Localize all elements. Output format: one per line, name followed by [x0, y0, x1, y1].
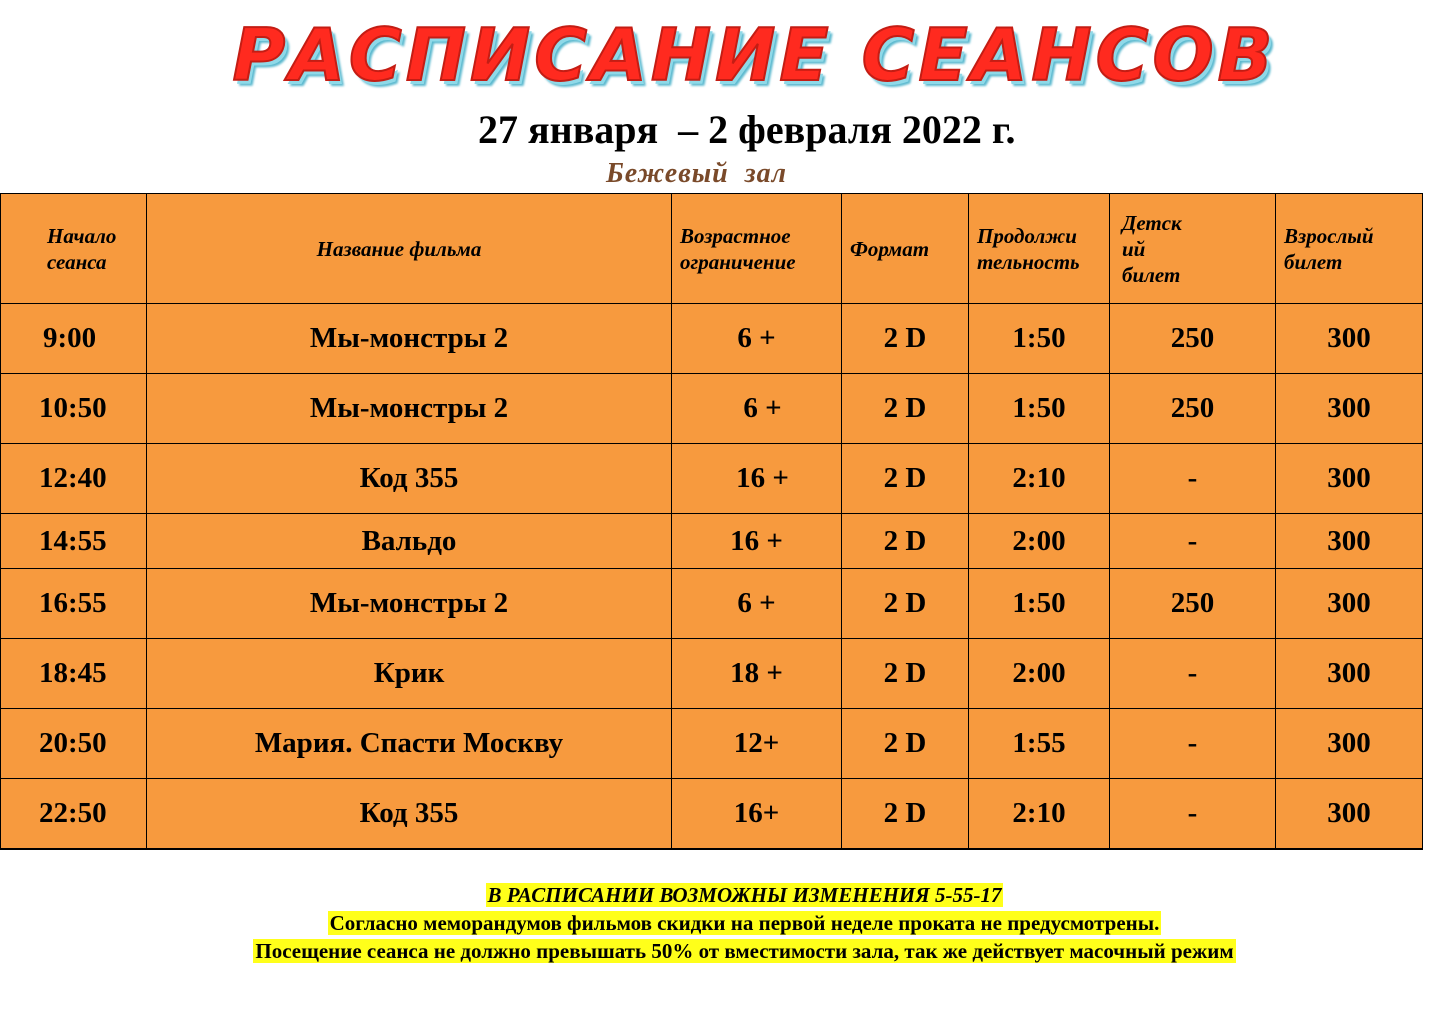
- cell-child-price: -: [1110, 779, 1276, 849]
- page-title: РАСПИСАНИЕ СЕАНСОВ: [232, 13, 1277, 97]
- cell-time: 12:40: [1, 444, 147, 514]
- notice-capacity: Посещение сеанса не должно превышать 50% от вместимости зала, так же действует масочный режим: [255, 939, 1234, 963]
- table-header-row: [1, 194, 1423, 304]
- cell-time: 10:50: [1, 374, 147, 444]
- table-row: [1, 639, 1423, 709]
- cell-film: Мария. Спасти Москву: [147, 709, 672, 779]
- cell-time: 18:45: [1, 639, 147, 709]
- cell-duration: 2:00: [969, 514, 1110, 569]
- notes-block: [0, 881, 1449, 965]
- cell-child-price: 250: [1110, 569, 1276, 639]
- header-format: Формат: [842, 194, 969, 304]
- cell-film: Вальдо: [147, 514, 672, 569]
- cell-format: 2 D: [842, 514, 969, 569]
- cell-adult-price: 300: [1276, 639, 1423, 709]
- cell-adult-price: 300: [1276, 444, 1423, 514]
- table-row: [1, 444, 1423, 514]
- cell-format: 2 D: [842, 374, 969, 444]
- cell-age: 16+: [672, 779, 842, 849]
- cell-age: 16 +: [672, 514, 842, 569]
- cell-child-price: -: [1110, 639, 1276, 709]
- cell-duration: 1:50: [969, 569, 1110, 639]
- cell-time: 20:50: [1, 709, 147, 779]
- table-row: [1, 304, 1423, 374]
- cell-format: 2 D: [842, 639, 969, 709]
- header-age-rating: Возрастное ограничение: [672, 194, 842, 304]
- cell-film: Мы-монстры 2: [147, 374, 672, 444]
- cell-age: 6 +: [672, 569, 842, 639]
- header-child-ticket: Детск ий билет: [1110, 194, 1276, 304]
- cell-duration: 1:50: [969, 304, 1110, 374]
- cell-time: 9:00: [1, 304, 147, 374]
- cell-adult-price: 300: [1276, 569, 1423, 639]
- cell-age: 6 +: [672, 304, 842, 374]
- hall-name: Бежевый зал: [606, 158, 788, 189]
- cell-duration: 1:50: [969, 374, 1110, 444]
- notice-schedule-changes: В РАСПИСАНИИ ВОЗМОЖНЫ ИЗМЕНЕНИЯ 5-55-17: [487, 883, 1002, 907]
- table-row: [1, 374, 1423, 444]
- cell-adult-price: 300: [1276, 709, 1423, 779]
- cell-film: Код 355: [147, 444, 672, 514]
- cell-child-price: 250: [1110, 374, 1276, 444]
- cell-duration: 2:10: [969, 779, 1110, 849]
- table-row: [1, 709, 1423, 779]
- cell-film: Код 355: [147, 779, 672, 849]
- cell-adult-price: 300: [1276, 779, 1423, 849]
- cell-age: 16 +: [672, 444, 842, 514]
- cell-format: 2 D: [842, 709, 969, 779]
- header-film-title: Название фильма: [147, 194, 672, 304]
- cell-time: 14:55: [1, 514, 147, 569]
- cell-format: 2 D: [842, 569, 969, 639]
- cell-child-price: -: [1110, 514, 1276, 569]
- schedule-table: [0, 193, 1423, 850]
- cell-child-price: -: [1110, 709, 1276, 779]
- table-row: [1, 779, 1423, 849]
- cell-format: 2 D: [842, 779, 969, 849]
- cell-age: 18 +: [672, 639, 842, 709]
- cell-duration: 2:10: [969, 444, 1110, 514]
- cell-adult-price: 300: [1276, 374, 1423, 444]
- date-range: 27 января – 2 февраля 2022 г.: [478, 107, 1016, 152]
- cell-age: 6 +: [672, 374, 842, 444]
- cell-adult-price: 300: [1276, 514, 1423, 569]
- cell-child-price: -: [1110, 444, 1276, 514]
- cell-film: Крик: [147, 639, 672, 709]
- cell-format: 2 D: [842, 444, 969, 514]
- cell-child-price: 250: [1110, 304, 1276, 374]
- cell-film: Мы-монстры 2: [147, 304, 672, 374]
- header-adult-ticket: Взрослый билет: [1276, 194, 1423, 304]
- cell-film: Мы-монстры 2: [147, 569, 672, 639]
- header-duration: Продолжи тельность: [969, 194, 1110, 304]
- table-row: [1, 514, 1423, 569]
- cell-duration: 1:55: [969, 709, 1110, 779]
- cell-format: 2 D: [842, 304, 969, 374]
- notice-discounts: Согласно меморандумов фильмов скидки на первой неделе проката не предусмотрены.: [329, 911, 1160, 935]
- cell-time: 22:50: [1, 779, 147, 849]
- header-start-time: Начало сеанса: [1, 194, 147, 304]
- cell-adult-price: 300: [1276, 304, 1423, 374]
- table-row: [1, 569, 1423, 639]
- cell-age: 12+: [672, 709, 842, 779]
- cell-duration: 2:00: [969, 639, 1110, 709]
- cell-time: 16:55: [1, 569, 147, 639]
